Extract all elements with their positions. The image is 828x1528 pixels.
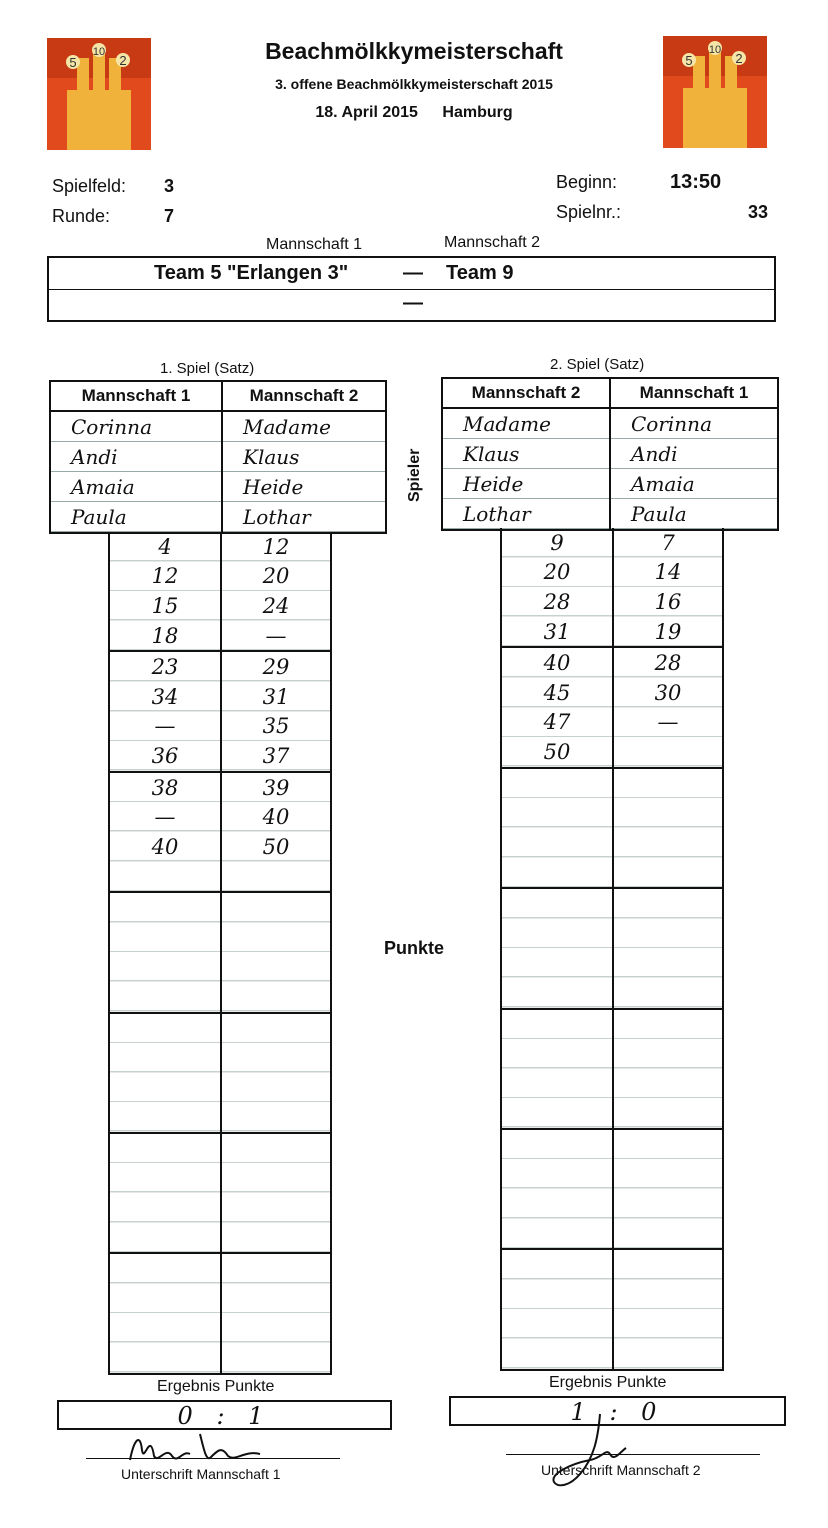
score-row [109, 1284, 331, 1314]
score-cell [109, 952, 221, 982]
score-cell: 14 [613, 558, 723, 588]
score-cell: 30 [613, 678, 723, 708]
score-row [501, 1219, 723, 1250]
score-row [109, 591, 331, 621]
player-cell: Heide [222, 472, 386, 502]
logo-number-a: 5 [69, 55, 77, 70]
score-cell [613, 1280, 723, 1310]
score-cell [221, 1013, 331, 1044]
score-cell [613, 888, 723, 919]
score-cell [613, 919, 723, 949]
score-row [109, 562, 331, 592]
mannschaft-1-label: Mannschaft 1 [266, 236, 363, 253]
score-cell [501, 1219, 613, 1250]
result-2-box: 1 : 0 [449, 1396, 786, 1426]
score-cell: 28 [501, 587, 613, 617]
score-cell [501, 1189, 613, 1219]
score-row [501, 858, 723, 889]
score-cell: 4 [109, 532, 221, 562]
score-cell [109, 1343, 221, 1374]
score-row [109, 1163, 331, 1193]
score-cell [221, 1343, 331, 1374]
signature-2-line [506, 1454, 760, 1455]
score-cell [501, 828, 613, 858]
score-cell [613, 1159, 723, 1189]
score-row [109, 651, 331, 682]
score-cell [221, 1102, 331, 1133]
score-cell: 12 [109, 562, 221, 592]
score-cell [613, 798, 723, 828]
score-row [501, 678, 723, 708]
score-cell: 50 [221, 832, 331, 862]
score-cell: 35 [221, 712, 331, 742]
score-cell [221, 1193, 331, 1223]
player-cell: Lothar [442, 499, 610, 530]
score-cell [613, 828, 723, 858]
score-row [109, 1313, 331, 1343]
score-cell [501, 1309, 613, 1339]
score-cell: 23 [109, 651, 221, 682]
score-cell: 40 [221, 802, 331, 832]
score-row [109, 712, 331, 742]
logo-number-c: 2 [119, 53, 127, 68]
score-row [109, 892, 331, 923]
signature-1-label: Unterschrift Mannschaft 1 [121, 1466, 281, 1482]
score-row [501, 1159, 723, 1189]
score-cell [613, 1309, 723, 1339]
score-cell [501, 798, 613, 828]
score-cell [221, 1253, 331, 1284]
score-cell: 36 [109, 741, 221, 772]
score-cell [109, 1193, 221, 1223]
game-1-col-2: Mannschaft 2 [222, 381, 386, 411]
score-cell [221, 1043, 331, 1073]
score-cell [501, 1249, 613, 1280]
score-cell [613, 737, 723, 768]
score-cell [501, 1339, 613, 1370]
score-row [501, 528, 723, 558]
score-cell: 47 [501, 708, 613, 738]
score-row [501, 828, 723, 858]
score-row [501, 1039, 723, 1069]
player-cell: Corinna [610, 408, 778, 439]
score-row [109, 832, 331, 862]
score-cell: — [613, 708, 723, 738]
score-row [501, 558, 723, 588]
score-cell [501, 948, 613, 978]
score-cell [221, 1313, 331, 1343]
score-cell [501, 888, 613, 919]
score-row [109, 1073, 331, 1103]
score-row [501, 1069, 723, 1099]
score-cell [613, 1249, 723, 1280]
score-row [501, 1009, 723, 1040]
score-row [501, 1339, 723, 1370]
score-row [501, 1280, 723, 1310]
score-row [501, 737, 723, 768]
score-row [109, 1343, 331, 1374]
player-cell: Paula [50, 502, 222, 533]
score-row [109, 682, 331, 712]
punkte-label: Punkte [384, 938, 445, 958]
score-cell: 40 [501, 647, 613, 678]
score-row [109, 952, 331, 982]
spielnr-value: 33 [748, 202, 769, 222]
score-cell [501, 1039, 613, 1069]
score-cell: 18 [109, 621, 221, 652]
score-cell: 50 [501, 737, 613, 768]
score-cell [501, 858, 613, 889]
score-cell [613, 1039, 723, 1069]
score-row [501, 888, 723, 919]
score-cell: 7 [613, 528, 723, 558]
score-row [501, 617, 723, 648]
result-2-label: Ergebnis Punkte [549, 1374, 667, 1391]
game-1-score-table [108, 532, 332, 1375]
score-cell [221, 1133, 331, 1164]
page-subtitle: 3. offene Beachmölkkymeisterschaft 2015 [275, 76, 553, 92]
result-1-label: Ergebnis Punkte [157, 1378, 275, 1395]
score-row [501, 1249, 723, 1280]
score-row [501, 1309, 723, 1339]
logo-number-c: 2 [735, 51, 743, 66]
signature-1-line [86, 1458, 340, 1459]
game-1-players-table [49, 380, 387, 534]
score-cell [501, 1069, 613, 1099]
score-row [501, 1129, 723, 1160]
score-cell: 20 [501, 558, 613, 588]
score-row [109, 982, 331, 1013]
game-2-players-table [441, 377, 779, 531]
score-cell [109, 1223, 221, 1254]
score-row [109, 1043, 331, 1073]
score-cell [109, 1102, 221, 1133]
score-cell: 24 [221, 591, 331, 621]
player-cell: Madame [222, 411, 386, 442]
score-row [109, 1013, 331, 1044]
logo-number-b: 10 [708, 44, 722, 56]
score-cell [613, 768, 723, 799]
score-row [501, 919, 723, 949]
score-cell: 12 [221, 532, 331, 562]
spielnr-label: Spielnr.: [556, 202, 622, 222]
score-row [501, 708, 723, 738]
score-cell [501, 1159, 613, 1189]
team-1-name: Team 5 "Erlangen 3" [154, 262, 349, 284]
runde-value: 7 [164, 206, 175, 226]
score-cell: 20 [221, 562, 331, 592]
player-cell: Amaia [610, 469, 778, 499]
player-cell: Paula [610, 499, 778, 530]
score-cell [613, 978, 723, 1009]
event-date: 18. April 2015 [315, 104, 418, 121]
score-cell: 45 [501, 678, 613, 708]
score-row [109, 741, 331, 772]
score-cell: — [109, 712, 221, 742]
score-cell: 34 [109, 682, 221, 712]
score-cell [109, 923, 221, 953]
score-row [109, 532, 331, 562]
spieler-label: Spieler [406, 448, 423, 502]
game-1-label: 1. Spiel (Satz) [160, 360, 255, 377]
team-dash-2: — [403, 292, 423, 314]
score-cell: 16 [613, 587, 723, 617]
score-cell [109, 1043, 221, 1073]
score-row [109, 802, 331, 832]
score-cell [109, 982, 221, 1013]
score-cell: 38 [109, 772, 221, 803]
score-cell: 15 [109, 591, 221, 621]
score-cell: 31 [221, 682, 331, 712]
beginn-value: 13:50 [670, 171, 722, 193]
score-cell [501, 1009, 613, 1040]
score-cell: 31 [501, 617, 613, 648]
score-cell [109, 892, 221, 923]
score-row [109, 1223, 331, 1254]
score-cell [613, 1069, 723, 1099]
score-cell [613, 1219, 723, 1250]
score-cell: 39 [221, 772, 331, 803]
game-2-col-1: Mannschaft 2 [442, 378, 610, 408]
team-dash: — [403, 262, 423, 284]
score-cell [501, 919, 613, 949]
score-cell [221, 892, 331, 923]
score-cell [109, 862, 221, 893]
score-row [109, 1102, 331, 1133]
logo-number-a: 5 [685, 53, 693, 68]
event-city: Hamburg [442, 104, 513, 121]
score-cell [613, 948, 723, 978]
player-cell: Lothar [222, 502, 386, 533]
score-row [501, 587, 723, 617]
score-cell [501, 978, 613, 1009]
score-cell [613, 1129, 723, 1160]
score-cell: 29 [221, 651, 331, 682]
score-row [109, 862, 331, 893]
score-cell [109, 1133, 221, 1164]
score-cell [109, 1163, 221, 1193]
player-cell: Corinna [50, 411, 222, 442]
score-cell [109, 1313, 221, 1343]
score-cell [221, 1073, 331, 1103]
score-cell [221, 1163, 331, 1193]
score-row [109, 772, 331, 803]
score-row [501, 1189, 723, 1219]
date-line [0, 104, 828, 122]
score-cell: — [221, 621, 331, 652]
player-cell: Klaus [222, 442, 386, 472]
score-row [501, 948, 723, 978]
score-cell: 28 [613, 647, 723, 678]
player-cell: Heide [442, 469, 610, 499]
score-cell [221, 952, 331, 982]
score-row [109, 621, 331, 652]
score-cell [109, 1284, 221, 1314]
score-row [501, 768, 723, 799]
score-cell [501, 1129, 613, 1160]
score-row [501, 1098, 723, 1129]
game-2-score-table [500, 528, 724, 1371]
player-cell: Andi [50, 442, 222, 472]
score-cell [501, 1098, 613, 1129]
score-cell [501, 1280, 613, 1310]
signature-2-scribble-icon [540, 1408, 650, 1498]
player-cell: Madame [442, 408, 610, 439]
signature-1-scribble-icon [110, 1420, 280, 1470]
score-cell [613, 1339, 723, 1370]
score-row [501, 798, 723, 828]
score-cell [221, 862, 331, 893]
score-cell: 37 [221, 741, 331, 772]
mannschaft-2-label: Mannschaft 2 [444, 234, 541, 251]
player-cell: Andi [610, 439, 778, 469]
score-cell: 9 [501, 528, 613, 558]
score-cell [613, 858, 723, 889]
game-2-label: 2. Spiel (Satz) [550, 356, 645, 373]
player-cell: Klaus [442, 439, 610, 469]
beginn-label: Beginn: [556, 172, 618, 192]
score-cell [221, 982, 331, 1013]
score-cell [109, 1253, 221, 1284]
spielfeld-value: 3 [164, 176, 175, 196]
score-row [501, 978, 723, 1009]
score-row [109, 1253, 331, 1284]
score-row [109, 1193, 331, 1223]
score-cell [501, 768, 613, 799]
score-cell: 19 [613, 617, 723, 648]
logo-number-b: 10 [92, 46, 106, 58]
page-title: Beachmölkkymeisterschaft [265, 38, 563, 64]
score-row [109, 1133, 331, 1164]
spielfeld-label: Spielfeld: [52, 176, 127, 196]
score-row [109, 923, 331, 953]
team-2-name: Team 9 [446, 262, 514, 284]
score-cell [613, 1189, 723, 1219]
runde-label: Runde: [52, 206, 111, 226]
game-1-col-1: Mannschaft 1 [50, 381, 222, 411]
result-1-box: 0 : 1 [57, 1400, 392, 1430]
score-cell [109, 1013, 221, 1044]
score-cell: 40 [109, 832, 221, 862]
score-cell [109, 1073, 221, 1103]
score-cell [221, 923, 331, 953]
score-row [501, 647, 723, 678]
score-cell: — [109, 802, 221, 832]
player-cell: Amaia [50, 472, 222, 502]
score-cell [613, 1009, 723, 1040]
signature-2-label: Unterschrift Mannschaft 2 [541, 1462, 701, 1478]
game-2-col-2: Mannschaft 1 [610, 378, 778, 408]
score-cell [221, 1284, 331, 1314]
score-cell [613, 1098, 723, 1129]
score-cell [221, 1223, 331, 1254]
